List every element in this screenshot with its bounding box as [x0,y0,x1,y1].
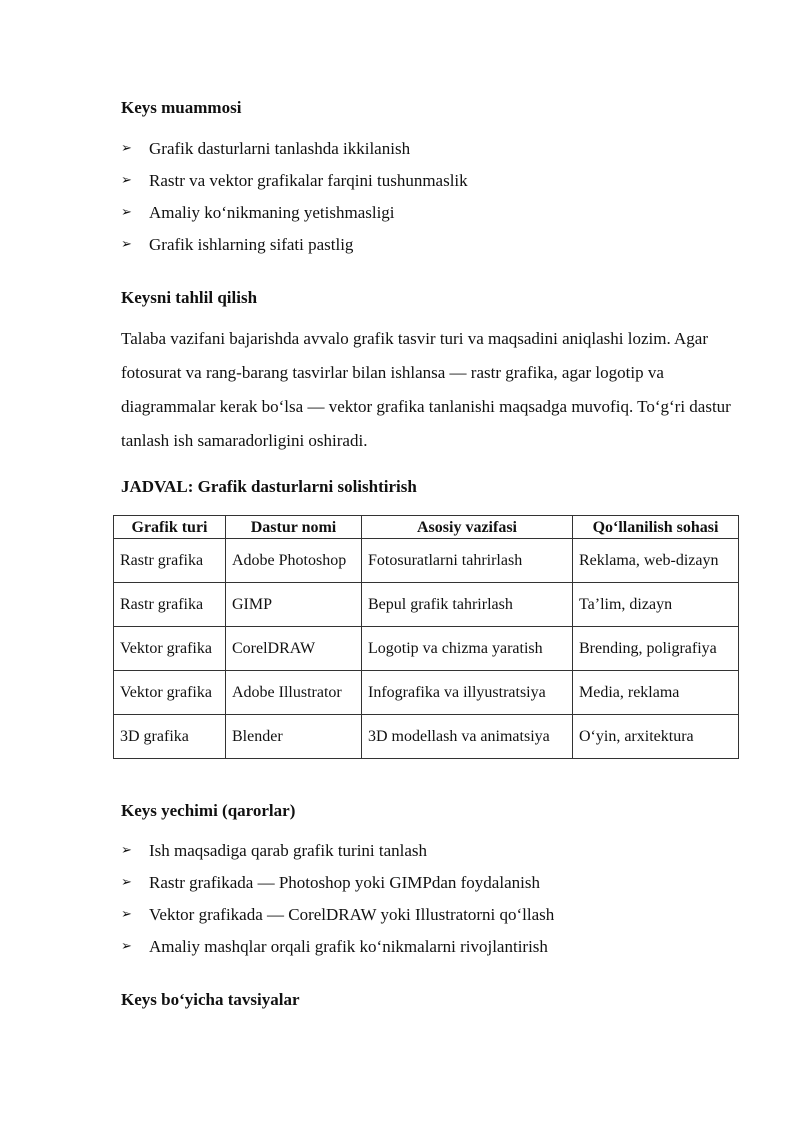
table-cell: Adobe Illustrator [226,671,362,715]
arrowhead-bullet-icon: ➢ [121,173,132,188]
table-cell: Ta’lim, dizayn [573,583,739,627]
solution-list [121,840,554,968]
list-item [121,202,468,234]
column-header: Grafik turi [114,516,226,539]
table-cell: Rastr grafika [114,539,226,583]
table-cell: GIMP [226,583,362,627]
column-header: Dastur nomi [226,516,362,539]
heading-keys-tavsiyalar: Keys bo‘yicha tavsiyalar [121,990,300,1009]
table-header-row [114,516,739,539]
list-item-text: Ish maqsadiga qarab grafik turini tanlash [149,841,428,860]
table-cell: Brending, poligrafiya [573,627,739,671]
table-cell: Rastr grafika [114,583,226,627]
table-title: JADVAL: Grafik dasturlarni solishtirish [121,477,417,496]
list-item [121,170,468,202]
table-row [114,671,739,715]
table-cell: 3D modellash va animatsiya [362,715,573,759]
table-row [114,715,739,759]
table-cell: Adobe Photoshop [226,539,362,583]
list-item [121,840,554,872]
list-item-text: Vektor grafikada — CorelDRAW yoki Illustratorni qo‘llash [149,905,555,924]
arrowhead-bullet-icon: ➢ [121,205,132,220]
arrowhead-bullet-icon: ➢ [121,237,132,252]
table-cell: Logotip va chizma yaratish [362,627,573,671]
table-row [114,583,739,627]
table-cell: Reklama, web-dizayn [573,539,739,583]
table-cell: Vektor grafika [114,671,226,715]
analysis-paragraph: Talaba vazifani bajarishda avvalo grafik tasvir turi va maqsadini aniqlashi lozim. Agar fotosurat va rang-barang tasvirlar bilan ishlansa — rastr grafika, agar logotip va diagrammalar kerak bo‘lsa — vektor grafika tanlanishi maqsadga muvofiq. To‘g‘ri dastur tanlash ish samaradorligini oshiradi. [121,329,731,450]
list-item [121,872,554,904]
table-cell: Infografika va illyustratsiya [362,671,573,715]
heading-keys-muammosi: Keys muammosi [121,98,242,117]
list-item-text: Grafik ishlarning sifati pastlig [149,235,354,254]
arrowhead-bullet-icon: ➢ [121,141,132,156]
column-header: Qo‘llanilish sohasi [573,516,739,539]
list-item [121,904,554,936]
table-row [114,539,739,583]
table-row [114,627,739,671]
list-item-text: Amaliy ko‘nikmaning yetishmasligi [149,203,395,222]
arrowhead-bullet-icon: ➢ [121,907,132,922]
table-cell: Bepul grafik tahrirlash [362,583,573,627]
list-item [121,234,468,266]
table-cell: Media, reklama [573,671,739,715]
table-cell: 3D grafika [114,715,226,759]
list-item-text: Rastr grafikada — Photoshop yoki GIMPdan foydalanish [149,873,540,892]
list-item-text: Rastr va vektor grafikalar farqini tushunmaslik [149,171,468,190]
comparison-table [113,515,739,759]
list-item [121,138,468,170]
table-cell: O‘yin, arxitektura [573,715,739,759]
list-item [121,936,554,968]
table-cell: Fotosuratlarni tahrirlash [362,539,573,583]
problem-list [121,138,468,266]
column-header: Asosiy vazifasi [362,516,573,539]
list-item-text: Grafik dasturlarni tanlashda ikkilanish [149,139,411,158]
table-cell: Vektor grafika [114,627,226,671]
list-item-text: Amaliy mashqlar orqali grafik ko‘nikmalarni rivojlantirish [149,937,548,956]
arrowhead-bullet-icon: ➢ [121,939,132,954]
arrowhead-bullet-icon: ➢ [121,843,132,858]
arrowhead-bullet-icon: ➢ [121,875,132,890]
heading-keys-yechimi: Keys yechimi (qarorlar) [121,801,296,820]
table-cell: Blender [226,715,362,759]
heading-keysni-tahlil: Keysni tahlil qilish [121,288,258,307]
table-cell: CorelDRAW [226,627,362,671]
